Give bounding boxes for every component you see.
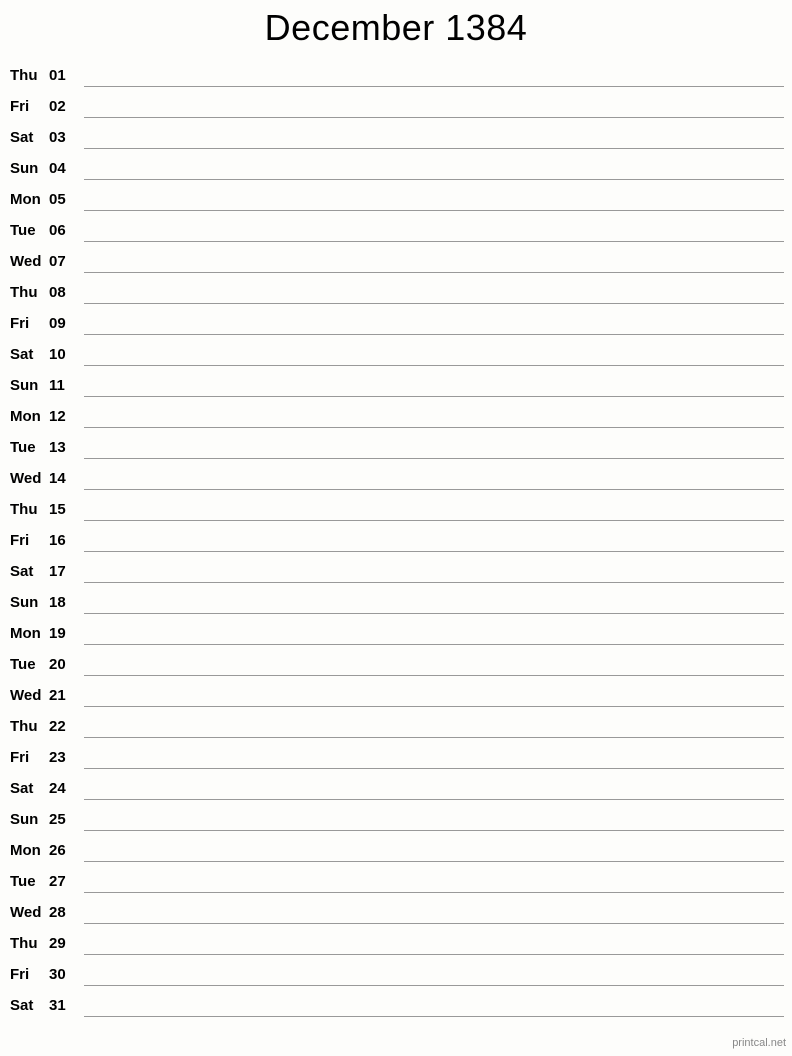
- day-number: 08: [49, 284, 66, 301]
- day-number: 27: [49, 873, 66, 890]
- calendar-row: [0, 60, 792, 91]
- note-line: [84, 644, 784, 645]
- note-line: [84, 830, 784, 831]
- calendar-row: [0, 773, 792, 804]
- weekday-label: Sat: [10, 129, 34, 146]
- calendar-row: [0, 215, 792, 246]
- weekday-label: Mon: [10, 842, 41, 859]
- note-line: [84, 241, 784, 242]
- weekday-label: Tue: [10, 439, 36, 456]
- weekday-label: Wed: [10, 470, 42, 487]
- weekday-label: Mon: [10, 408, 41, 425]
- weekday-label: Thu: [10, 67, 38, 84]
- calendar-row: [0, 339, 792, 370]
- calendar-row: [0, 246, 792, 277]
- day-number: 31: [49, 997, 66, 1014]
- weekday-label: Thu: [10, 284, 38, 301]
- calendar-row: [0, 835, 792, 866]
- note-line: [84, 303, 784, 304]
- day-number: 04: [49, 160, 66, 177]
- day-number: 16: [49, 532, 66, 549]
- weekday-label: Fri: [10, 966, 30, 983]
- day-number: 20: [49, 656, 66, 673]
- weekday-label: Sat: [10, 563, 34, 580]
- footer-site-label: printcal.net: [732, 1037, 786, 1049]
- note-line: [84, 117, 784, 118]
- weekday-label: Sun: [10, 377, 39, 394]
- day-number: 15: [49, 501, 66, 518]
- day-number: 05: [49, 191, 66, 208]
- weekday-label: Sun: [10, 811, 39, 828]
- note-line: [84, 892, 784, 893]
- note-line: [84, 365, 784, 366]
- day-number: 01: [49, 67, 66, 84]
- weekday-label: Sat: [10, 997, 34, 1014]
- weekday-label: Mon: [10, 191, 41, 208]
- note-line: [84, 799, 784, 800]
- calendar-row: [0, 494, 792, 525]
- calendar-row: [0, 680, 792, 711]
- weekday-label: Fri: [10, 749, 30, 766]
- calendar-row: [0, 91, 792, 122]
- calendar-row: [0, 432, 792, 463]
- weekday-label: Wed: [10, 687, 42, 704]
- day-number: 18: [49, 594, 66, 611]
- note-line: [84, 706, 784, 707]
- day-number: 30: [49, 966, 66, 983]
- note-line: [84, 675, 784, 676]
- weekday-label: Thu: [10, 718, 38, 735]
- day-number: 29: [49, 935, 66, 952]
- weekday-label: Thu: [10, 501, 38, 518]
- note-line: [84, 86, 784, 87]
- note-line: [84, 985, 784, 986]
- calendar-title: December 1384: [264, 7, 528, 48]
- day-number: 22: [49, 718, 66, 735]
- note-line: [84, 334, 784, 335]
- weekday-label: Sun: [10, 594, 39, 611]
- day-number: 25: [49, 811, 66, 828]
- note-line: [84, 737, 784, 738]
- weekday-label: Tue: [10, 656, 36, 673]
- note-line: [84, 923, 784, 924]
- weekday-label: Wed: [10, 904, 42, 921]
- calendar-row: [0, 959, 792, 990]
- calendar-row: [0, 711, 792, 742]
- calendar-row: [0, 990, 792, 1021]
- calendar-row: [0, 122, 792, 153]
- calendar-row: [0, 649, 792, 680]
- weekday-label: Wed: [10, 253, 42, 270]
- day-number: 06: [49, 222, 66, 239]
- day-number: 24: [49, 780, 66, 797]
- day-number: 21: [49, 687, 66, 704]
- calendar-row: [0, 401, 792, 432]
- calendar-row: [0, 308, 792, 339]
- day-number: 09: [49, 315, 66, 332]
- weekday-label: Fri: [10, 315, 30, 332]
- day-number: 02: [49, 98, 66, 115]
- calendar-row: [0, 370, 792, 401]
- day-number: 03: [49, 129, 66, 146]
- note-line: [84, 768, 784, 769]
- note-line: [84, 520, 784, 521]
- calendar-row: [0, 804, 792, 835]
- note-line: [84, 148, 784, 149]
- day-number: 23: [49, 749, 66, 766]
- weekday-label: Sat: [10, 346, 34, 363]
- note-line: [84, 613, 784, 614]
- calendar-row: [0, 463, 792, 494]
- day-number: 13: [49, 439, 66, 456]
- day-number: 12: [49, 408, 66, 425]
- calendar-rows: [0, 60, 792, 1021]
- calendar-row: [0, 525, 792, 556]
- calendar-row: [0, 153, 792, 184]
- calendar-row: [0, 184, 792, 215]
- note-line: [84, 1016, 784, 1017]
- note-line: [84, 954, 784, 955]
- calendar-row: [0, 556, 792, 587]
- note-line: [84, 861, 784, 862]
- weekday-label: Fri: [10, 98, 30, 115]
- note-line: [84, 427, 784, 428]
- calendar-row: [0, 587, 792, 618]
- calendar-row: [0, 897, 792, 928]
- day-number: 17: [49, 563, 66, 580]
- day-number: 10: [49, 346, 66, 363]
- note-line: [84, 582, 784, 583]
- note-line: [84, 489, 784, 490]
- calendar-row: [0, 866, 792, 897]
- weekday-label: Thu: [10, 935, 38, 952]
- weekday-label: Mon: [10, 625, 41, 642]
- day-number: 26: [49, 842, 66, 859]
- note-line: [84, 272, 784, 273]
- note-line: [84, 458, 784, 459]
- note-line: [84, 551, 784, 552]
- note-line: [84, 210, 784, 211]
- day-number: 28: [49, 904, 66, 921]
- note-line: [84, 396, 784, 397]
- calendar-row: [0, 618, 792, 649]
- weekday-label: Sun: [10, 160, 39, 177]
- calendar-row: [0, 928, 792, 959]
- day-number: 14: [49, 470, 66, 487]
- weekday-label: Sat: [10, 780, 34, 797]
- day-number: 07: [49, 253, 66, 270]
- note-line: [84, 179, 784, 180]
- day-number: 19: [49, 625, 66, 642]
- calendar-row: [0, 277, 792, 308]
- weekday-label: Fri: [10, 532, 30, 549]
- day-number: 11: [49, 377, 65, 394]
- weekday-label: Tue: [10, 873, 36, 890]
- calendar-row: [0, 742, 792, 773]
- weekday-label: Tue: [10, 222, 36, 239]
